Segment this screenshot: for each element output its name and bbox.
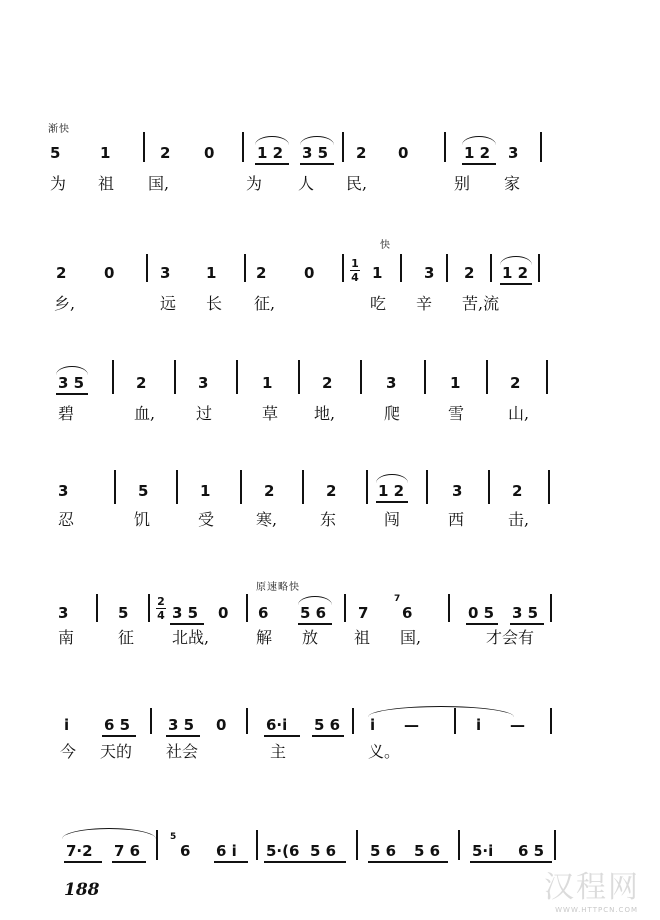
note: 1 [450, 374, 461, 392]
beam-underline [64, 861, 102, 863]
note: 3 [58, 604, 69, 622]
barline [550, 594, 552, 622]
lyric: 过 [196, 404, 213, 423]
note: 2 [464, 264, 475, 282]
lyric: 为 [50, 174, 67, 193]
barline [148, 594, 150, 622]
lyric: 苦,流 [462, 294, 500, 313]
time-signature: 2 4 [157, 595, 165, 622]
note: 2 [510, 374, 521, 392]
note-group: 5 6 [310, 842, 337, 860]
note: 0 [216, 716, 227, 734]
lyric: 碧 [58, 404, 75, 423]
barline [240, 470, 242, 504]
note: 5 [138, 482, 149, 500]
tempo-mark: 渐快 [48, 124, 70, 135]
notes-row [0, 374, 660, 398]
barline [174, 360, 176, 394]
beam-underline [500, 283, 532, 285]
lyric: 山, [508, 404, 530, 423]
beam-underline [102, 735, 136, 737]
tie [368, 706, 514, 717]
barline [488, 470, 490, 504]
lyric: 饥 [134, 510, 151, 529]
note: 1 [262, 374, 273, 392]
note: 7 [358, 604, 369, 622]
lyric: 辛 [416, 294, 433, 313]
barline [548, 470, 550, 504]
note: 1 [200, 482, 211, 500]
note: 0 [204, 144, 215, 162]
beam-underline [312, 735, 344, 737]
lyric: 放 [302, 628, 319, 647]
barline [256, 830, 258, 860]
barline [143, 132, 145, 162]
lyric: 闯 [384, 510, 401, 529]
notes-row [0, 716, 660, 740]
barline [454, 708, 456, 734]
note-group: 6 5 [104, 716, 131, 734]
barline [356, 830, 358, 860]
barline [448, 594, 450, 622]
lyric: 忍 [58, 510, 75, 529]
lyric: 长 [206, 294, 223, 313]
lyric: 人 [298, 174, 315, 193]
beam-underline [255, 163, 289, 165]
lyric: 雪 [448, 404, 465, 423]
lyric: 击, [508, 510, 530, 529]
note: 1 [100, 144, 111, 162]
beam-underline [298, 623, 332, 625]
note: 3 [198, 374, 209, 392]
lyric: 家 [504, 174, 521, 193]
barline [114, 470, 116, 504]
barline [302, 470, 304, 504]
lyric: 乡, [54, 294, 76, 313]
note-group: 5·(6 [266, 842, 300, 860]
barline [426, 470, 428, 504]
note-group: 0 5 [468, 604, 495, 622]
beam-underline [264, 735, 300, 737]
note: 0 [104, 264, 115, 282]
note: 6 [402, 604, 413, 622]
lyric: 主 [270, 742, 287, 761]
lyric: 祖 [98, 174, 115, 193]
note-group: 3 5 [512, 604, 539, 622]
barline [342, 132, 344, 162]
lyrics-row [0, 404, 660, 428]
note-group: 7·2 [66, 842, 93, 860]
barline [538, 254, 540, 282]
note-group: 1 2 [464, 144, 491, 162]
lyric: 南 [58, 628, 75, 647]
note: 5 [50, 144, 61, 162]
tie [62, 828, 156, 839]
beam-underline [376, 501, 408, 503]
note: 2 [322, 374, 333, 392]
barline [344, 594, 346, 622]
grace-note: 5 [170, 832, 177, 842]
lyric: 为 [246, 174, 263, 193]
grace-note: 7 [394, 594, 401, 604]
beam-underline [56, 393, 88, 395]
lyric: 义。 [368, 742, 401, 761]
lyrics-row [0, 174, 660, 198]
note: 2 [264, 482, 275, 500]
barline [342, 254, 344, 282]
note: 6 [258, 604, 269, 622]
beam-underline [170, 623, 204, 625]
barline [244, 254, 246, 282]
lyric: 国, [400, 628, 422, 647]
note-group: 5 6 [370, 842, 397, 860]
note-group: 1 2 [502, 264, 529, 282]
barline [554, 830, 556, 860]
beam-underline [466, 623, 498, 625]
lyrics-row [0, 628, 660, 652]
lyrics-row [0, 742, 660, 766]
barline [444, 132, 446, 162]
note: — [510, 716, 525, 734]
barline [156, 830, 158, 860]
barline [150, 708, 152, 734]
note: 0 [398, 144, 409, 162]
lyric: 爬 [384, 404, 401, 423]
lyric: 受 [198, 510, 215, 529]
beam-underline [510, 623, 544, 625]
note: i [476, 716, 482, 734]
barline [246, 594, 248, 622]
note: 3 [452, 482, 463, 500]
beam-underline [166, 735, 200, 737]
note-group: 1 2 [257, 144, 284, 162]
note-group: 1 2 [378, 482, 405, 500]
note: 2 [136, 374, 147, 392]
note: 3 [508, 144, 519, 162]
note: 2 [256, 264, 267, 282]
beam-underline [264, 861, 346, 863]
lyric: 才会有 [486, 628, 535, 647]
lyric: 血, [134, 404, 156, 423]
note: 5 [118, 604, 129, 622]
lyric: 民, [346, 174, 368, 193]
barline [242, 132, 244, 162]
barline [360, 360, 362, 394]
barline [352, 708, 354, 734]
lyric: 社会 [166, 742, 199, 761]
barline [176, 470, 178, 504]
barline [146, 254, 148, 282]
note: i [64, 716, 70, 734]
note-group: 5 6 [300, 604, 327, 622]
note: — [404, 716, 419, 734]
note-group: 5·i [472, 842, 494, 860]
beam-underline [470, 861, 552, 863]
barline [486, 360, 488, 394]
note-group: 3 5 [172, 604, 199, 622]
barline [366, 470, 368, 504]
watermark-url: WWW.HTTPCN.COM [555, 906, 638, 914]
barline [550, 708, 552, 734]
lyric: 东 [320, 510, 337, 529]
note: 3 [58, 482, 69, 500]
lyric: 草 [262, 404, 279, 423]
note: i [370, 716, 376, 734]
note-group: 6 5 [518, 842, 545, 860]
note: 2 [160, 144, 171, 162]
barline [400, 254, 402, 282]
note: 3 [424, 264, 435, 282]
tempo-mark: 快 [380, 240, 391, 251]
note-group: 6 i [216, 842, 237, 860]
note: 6 [180, 842, 191, 860]
note: 0 [218, 604, 229, 622]
note-group: 5 6 [414, 842, 441, 860]
notes-row [0, 144, 660, 168]
lyric: 祖 [354, 628, 371, 647]
note: 1 [206, 264, 217, 282]
note-group: 3 5 [302, 144, 329, 162]
barline [540, 132, 542, 162]
barline [112, 360, 114, 394]
note-group: 7 6 [114, 842, 141, 860]
lyric: 今 [60, 742, 77, 761]
time-signature: 1 4 [351, 257, 359, 284]
beam-underline [112, 861, 146, 863]
lyric: 西 [448, 510, 465, 529]
beam-underline [368, 861, 448, 863]
barline [298, 360, 300, 394]
notes-row [0, 482, 660, 506]
note: 0 [304, 264, 315, 282]
barline [246, 708, 248, 734]
lyric: 国, [148, 174, 170, 193]
lyric: 天的 [100, 742, 133, 761]
note-group: 3 5 [58, 374, 85, 392]
note: 1 [372, 264, 383, 282]
page-number: 188 [64, 880, 100, 900]
note-group: 3 5 [168, 716, 195, 734]
barline [546, 360, 548, 394]
note-group: 5 6 [314, 716, 341, 734]
notes-row [0, 257, 660, 288]
note: 2 [512, 482, 523, 500]
lyric: 征, [254, 294, 276, 313]
beam-underline [300, 163, 334, 165]
barline [458, 830, 460, 860]
note-group: 6·i [266, 716, 288, 734]
barline [446, 254, 448, 282]
lyrics-row [0, 510, 660, 534]
note: 2 [356, 144, 367, 162]
lyric: 寒, [256, 510, 278, 529]
lyric: 吃 [370, 294, 387, 313]
tempo-mark: 原速略快 [256, 582, 300, 593]
lyric: 征 [118, 628, 135, 647]
barline [96, 594, 98, 622]
note: 3 [160, 264, 171, 282]
lyric: 别 [454, 174, 471, 193]
lyrics-row [0, 294, 660, 318]
barline [236, 360, 238, 394]
lyric: 解 [256, 628, 273, 647]
beam-underline [462, 163, 496, 165]
lyric: 地, [314, 404, 336, 423]
barline [490, 254, 492, 282]
notes-row [0, 594, 660, 628]
watermark-logo: 汉程网 [544, 870, 640, 905]
barline [424, 360, 426, 394]
beam-underline [214, 861, 248, 863]
lyric: 北战, [172, 628, 210, 647]
note: 3 [386, 374, 397, 392]
lyric: 远 [160, 294, 177, 313]
note: 2 [56, 264, 67, 282]
note: 2 [326, 482, 337, 500]
